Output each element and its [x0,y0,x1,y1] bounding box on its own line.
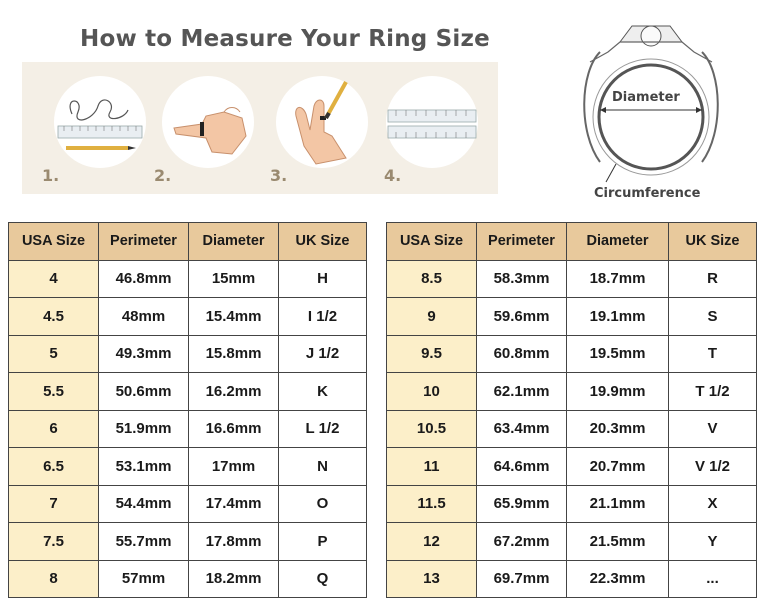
uk-size-cell: S [669,298,757,336]
diameter-cell: 17.8mm [189,523,279,561]
perimeter-cell: 46.8mm [99,260,189,298]
measure-steps-panel [22,62,498,194]
header-uk-size: UK Size [669,223,757,261]
uk-size-cell: X [669,485,757,523]
usa-size-cell: 11 [387,448,477,486]
ring-size-table-right [386,222,757,598]
usa-size-cell: 10 [387,373,477,411]
perimeter-cell: 48mm [99,298,189,336]
circumference-label: Circumference [594,186,701,201]
table-row [9,523,367,561]
perimeter-cell: 60.8mm [477,335,567,373]
uk-size-cell: T [669,335,757,373]
table-row [387,410,757,448]
header-uk-size: UK Size [279,223,367,261]
diameter-cell: 15mm [189,260,279,298]
table-row [9,560,367,598]
table-row [387,485,757,523]
usa-size-cell: 4.5 [9,298,99,336]
uk-size-cell: J 1/2 [279,335,367,373]
usa-size-cell: 9 [387,298,477,336]
table-row [387,335,757,373]
uk-size-cell: K [279,373,367,411]
diameter-cell: 15.4mm [189,298,279,336]
perimeter-cell: 62.1mm [477,373,567,411]
diameter-cell: 20.7mm [567,448,669,486]
usa-size-cell: 13 [387,560,477,598]
step-3-illustration [276,76,368,168]
table-row [9,373,367,411]
diameter-cell: 19.9mm [567,373,669,411]
diameter-cell: 21.1mm [567,485,669,523]
table-header-row [9,223,367,261]
uk-size-cell: V [669,410,757,448]
step-4-illustration [386,76,478,168]
table-row [387,560,757,598]
usa-size-cell: 4 [9,260,99,298]
diameter-cell: 21.5mm [567,523,669,561]
usa-size-cell: 5 [9,335,99,373]
usa-size-cell: 7.5 [9,523,99,561]
page-title: How to Measure Your Ring Size [80,26,490,52]
diameter-cell: 16.2mm [189,373,279,411]
diameter-cell: 17.4mm [189,485,279,523]
usa-size-cell: 8 [9,560,99,598]
table-row [387,523,757,561]
usa-size-cell: 6.5 [9,448,99,486]
table-row [387,373,757,411]
perimeter-cell: 51.9mm [99,410,189,448]
uk-size-cell: Y [669,523,757,561]
uk-size-cell: I 1/2 [279,298,367,336]
perimeter-cell: 57mm [99,560,189,598]
header-diameter: Diameter [567,223,669,261]
ring-diagram [560,12,760,212]
perimeter-cell: 59.6mm [477,298,567,336]
step-2-illustration [162,76,254,168]
table-row [9,335,367,373]
usa-size-cell: 11.5 [387,485,477,523]
usa-size-cell: 9.5 [387,335,477,373]
table-row [9,298,367,336]
header-usa-size: USA Size [387,223,477,261]
table-row [387,260,757,298]
usa-size-cell: 12 [387,523,477,561]
uk-size-cell: N [279,448,367,486]
step-2-number: 2. [154,166,172,185]
diameter-cell: 22.3mm [567,560,669,598]
diameter-cell: 20.3mm [567,410,669,448]
table-row [9,448,367,486]
perimeter-cell: 67.2mm [477,523,567,561]
usa-size-cell: 8.5 [387,260,477,298]
table-row [387,298,757,336]
diameter-cell: 18.7mm [567,260,669,298]
step-3-number: 3. [270,166,288,185]
diameter-cell: 15.8mm [189,335,279,373]
usa-size-cell: 10.5 [387,410,477,448]
diameter-label: Diameter [612,90,680,105]
header-perimeter: Perimeter [99,223,189,261]
perimeter-cell: 49.3mm [99,335,189,373]
uk-size-cell: T 1/2 [669,373,757,411]
uk-size-cell: O [279,485,367,523]
perimeter-cell: 50.6mm [99,373,189,411]
perimeter-cell: 54.4mm [99,485,189,523]
ring-size-table-left [8,222,367,598]
step-1-number: 1. [42,166,60,185]
uk-size-cell: R [669,260,757,298]
header-usa-size: USA Size [9,223,99,261]
uk-size-cell: ... [669,560,757,598]
diameter-cell: 18.2mm [189,560,279,598]
uk-size-cell: P [279,523,367,561]
diameter-cell: 19.1mm [567,298,669,336]
header-diameter: Diameter [189,223,279,261]
uk-size-cell: V 1/2 [669,448,757,486]
table-row [9,485,367,523]
header-perimeter: Perimeter [477,223,567,261]
uk-size-cell: Q [279,560,367,598]
perimeter-cell: 65.9mm [477,485,567,523]
uk-size-cell: L 1/2 [279,410,367,448]
diameter-cell: 19.5mm [567,335,669,373]
perimeter-cell: 55.7mm [99,523,189,561]
perimeter-cell: 63.4mm [477,410,567,448]
perimeter-cell: 69.7mm [477,560,567,598]
perimeter-cell: 64.6mm [477,448,567,486]
usa-size-cell: 6 [9,410,99,448]
diameter-cell: 17mm [189,448,279,486]
table-row [9,260,367,298]
table-header-row [387,223,757,261]
perimeter-cell: 53.1mm [99,448,189,486]
diameter-cell: 16.6mm [189,410,279,448]
step-1-illustration [54,76,146,168]
perimeter-cell: 58.3mm [477,260,567,298]
step-4-number: 4. [384,166,402,185]
uk-size-cell: H [279,260,367,298]
usa-size-cell: 5.5 [9,373,99,411]
table-row [9,410,367,448]
usa-size-cell: 7 [9,485,99,523]
table-row [387,448,757,486]
